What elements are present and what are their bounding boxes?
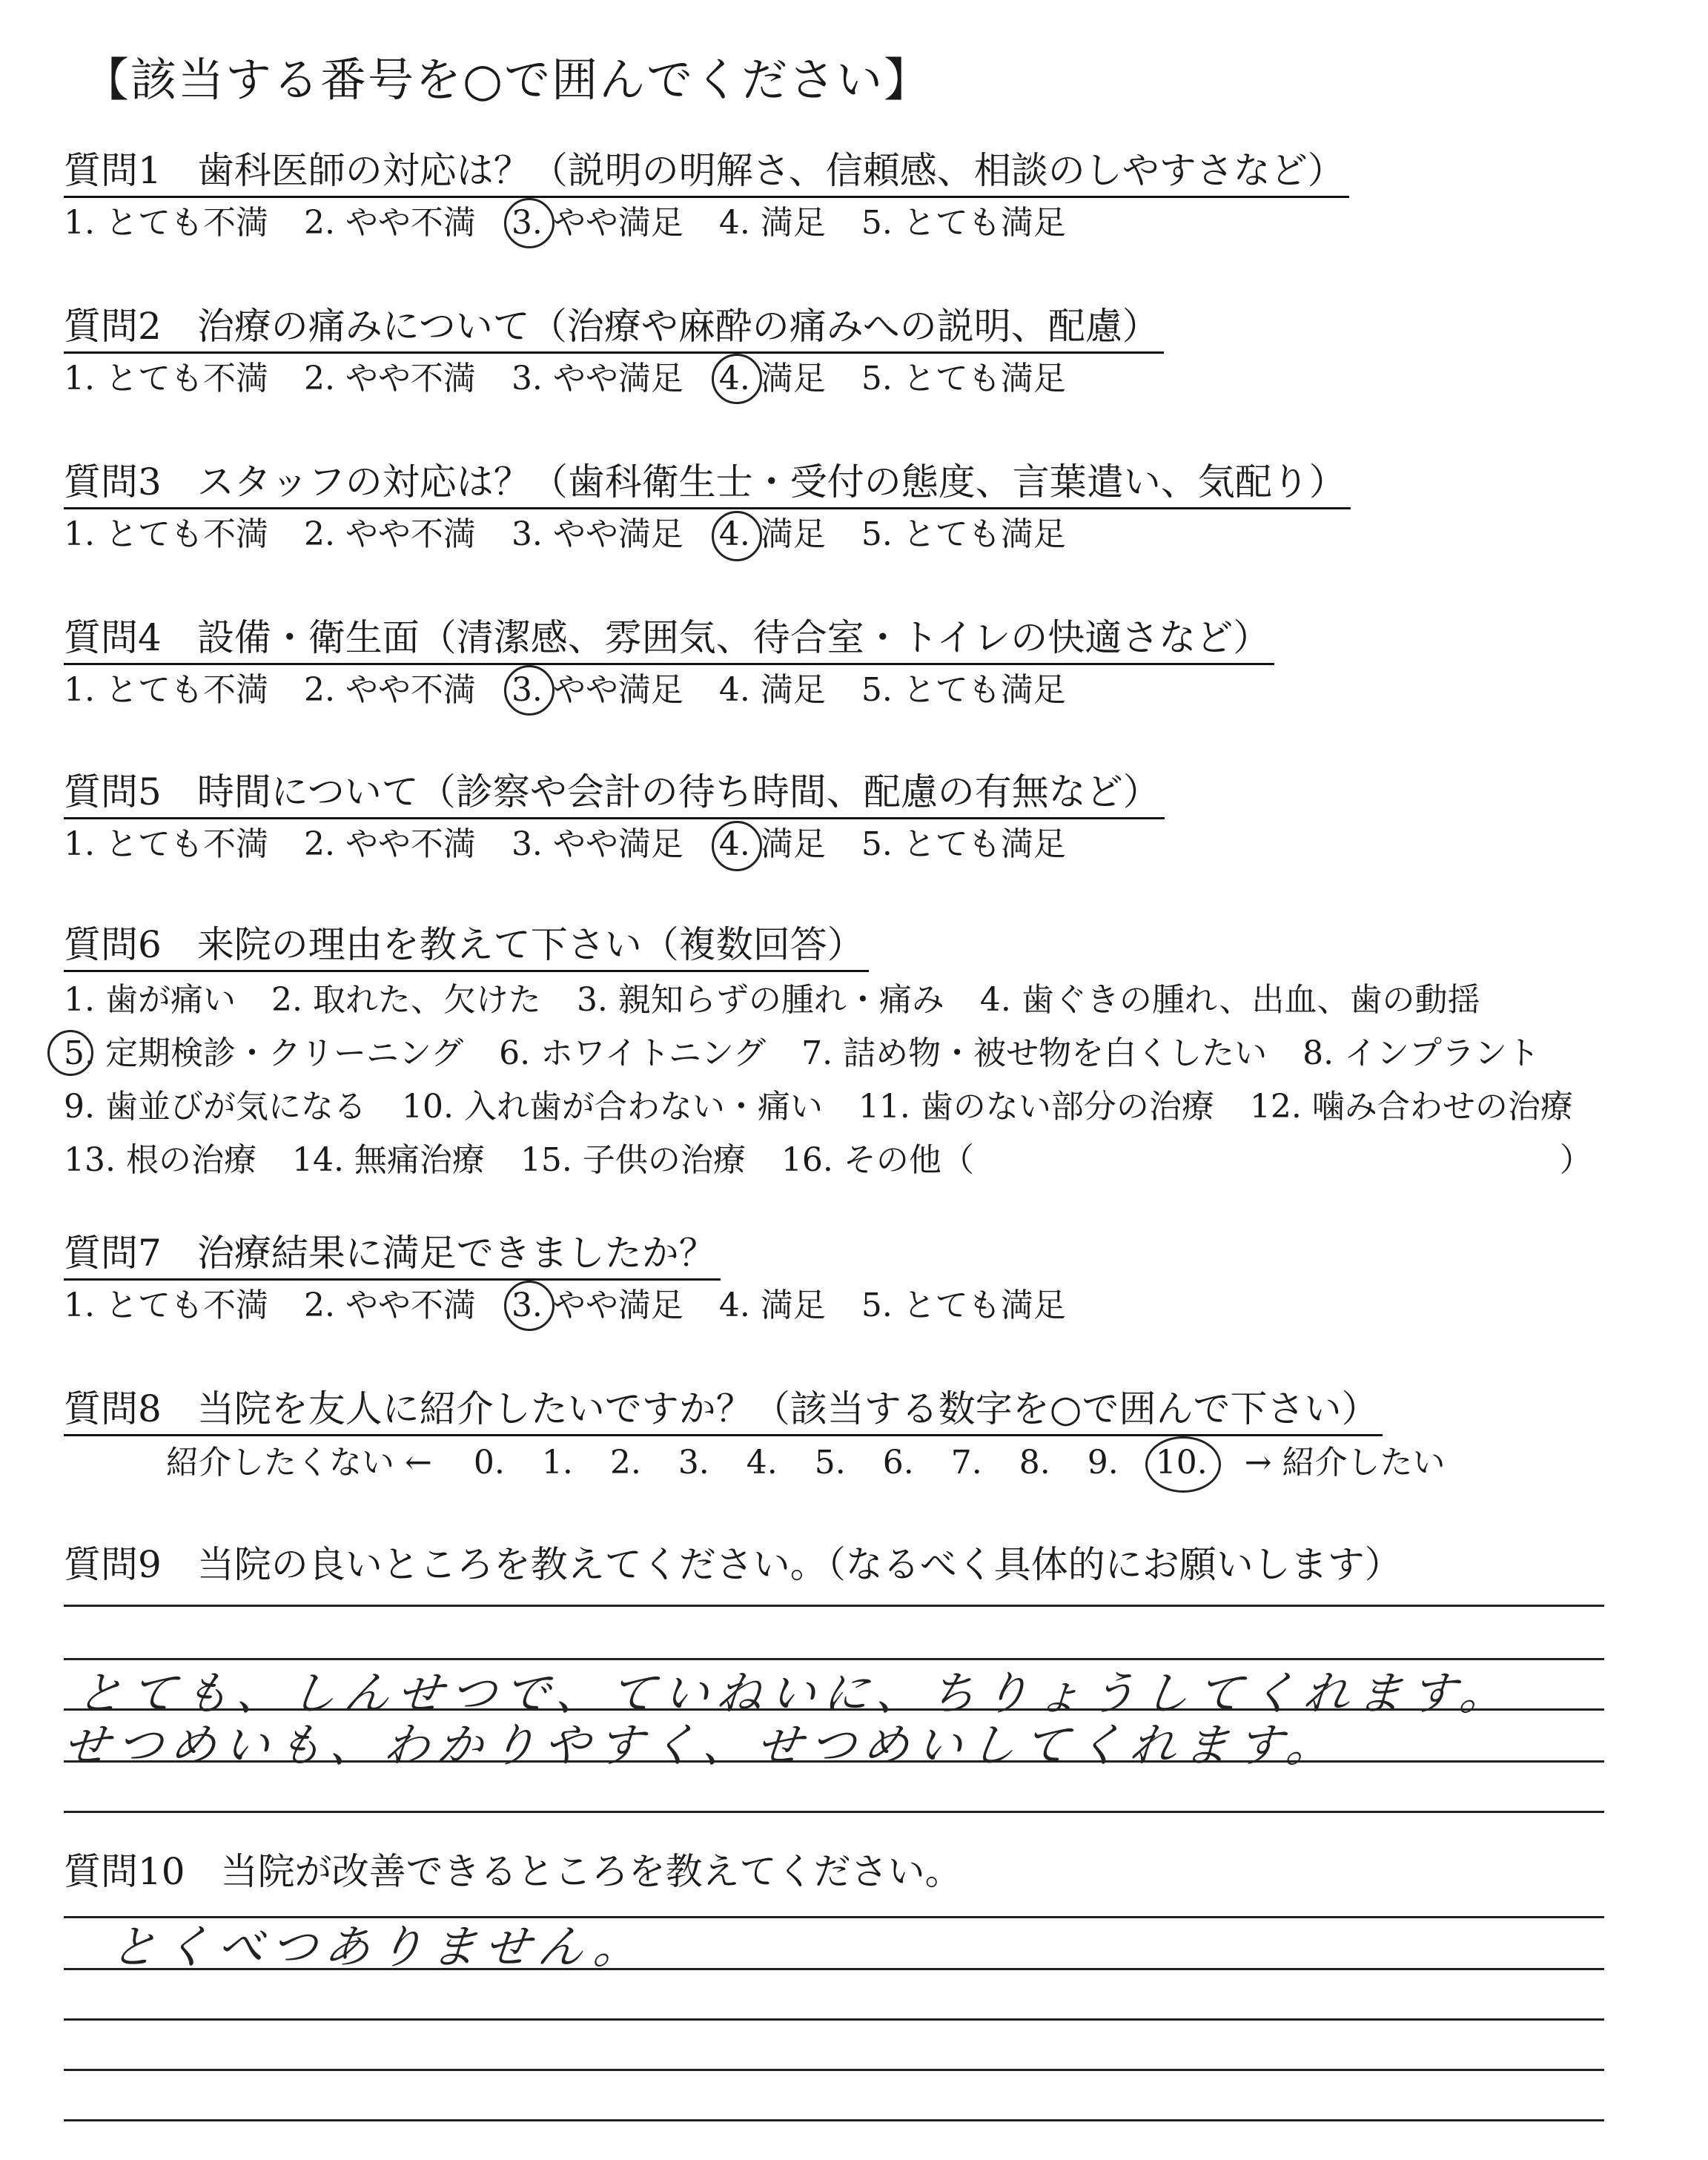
reason-10[interactable]: 10. 入れ歯が合わない・痛い: [401, 1088, 823, 1126]
form-title: 【該当する番号を○で囲んでください】: [83, 53, 932, 107]
handwritten-answer: せつめいも、わかりやすく、せつめいしてくれます。: [60, 1718, 1343, 1772]
option-4[interactable]: 4. 満足: [718, 671, 826, 709]
rating-options: [64, 512, 1351, 557]
rating-options: [64, 668, 1274, 713]
question-number: 質問3: [64, 460, 162, 503]
option-3[interactable]: 3. やや満足: [511, 825, 683, 863]
option-4[interactable]: 4. 満足: [718, 204, 826, 242]
scale-10[interactable]: [1156, 1441, 1208, 1485]
option-5[interactable]: 5. とても満足: [861, 671, 1066, 709]
question-text: スタッフの対応は？（歯科衛生士・受付の態度、言葉遣い、気配り）: [196, 460, 1346, 503]
option-label: 4. 満足: [718, 825, 826, 863]
answer-line: [64, 1811, 1604, 1813]
question-text: 当院が改善できるところを教えてください。: [220, 1850, 962, 1893]
recommend-scale: [166, 1441, 1483, 1485]
question-6: [64, 919, 1609, 1187]
other-field-close: ）: [1559, 1141, 1592, 1179]
question-text: 当院を友人に紹介したいですか？（該当する数字を○で囲んで下さい）: [196, 1387, 1379, 1430]
answer-line: [64, 2018, 1604, 2021]
reason-6[interactable]: 6. ホワイトニング: [499, 1034, 767, 1072]
reason-row: [64, 974, 1609, 1027]
question-text: 歯科医師の対応は？（説明の明解さ、信頼感、相談のしやすさなど）: [196, 149, 1345, 192]
question-text: 設備・衛生面（清潔感、雰囲気、待合室・トイレの快適さなど）: [196, 616, 1271, 659]
scale-6[interactable]: 6.: [882, 1444, 914, 1482]
scale-9[interactable]: 9.: [1087, 1444, 1119, 1482]
question-number: 質問6: [64, 923, 162, 966]
option-2[interactable]: 2. やや不満: [303, 825, 476, 863]
option-label: 5. 定期検診・クリーニング: [64, 1034, 464, 1072]
option-5[interactable]: 5. とても満足: [861, 1287, 1066, 1324]
scale-2[interactable]: 2.: [609, 1444, 641, 1482]
option-label: 10.: [1155, 1444, 1208, 1482]
option-label: 4. 満足: [718, 515, 826, 553]
option-1[interactable]: 1. とても不満: [64, 825, 268, 863]
question-text: 治療結果に満足できましたか？: [196, 1232, 716, 1275]
question-5: [64, 767, 1165, 867]
option-label: 3. やや満足: [511, 1287, 683, 1324]
scale-3[interactable]: 3.: [678, 1444, 709, 1482]
handwritten-answer: とても、しんせつで、ていねいに、ちりょうしてくれます。: [73, 1666, 1517, 1720]
option-1[interactable]: 1. とても不満: [64, 515, 268, 553]
option-3[interactable]: [512, 668, 683, 713]
reason-12[interactable]: 12. 噛み合わせの治療: [1249, 1088, 1573, 1126]
question-4: [64, 612, 1274, 713]
reason-14[interactable]: 14. 無痛治療: [291, 1141, 485, 1179]
reason-13[interactable]: 13. 根の治療: [64, 1141, 256, 1179]
reason-9[interactable]: 9. 歯並びが気になる: [64, 1088, 366, 1126]
option-1[interactable]: 1. とても不満: [64, 671, 268, 709]
reason-4[interactable]: 4. 歯ぐきの腫れ、出血、歯の動揺: [979, 981, 1480, 1019]
option-2[interactable]: 2. やや不満: [303, 1287, 476, 1324]
reason-options: [64, 974, 1609, 1187]
reason-8[interactable]: 8. インプラント: [1302, 1034, 1540, 1072]
question-number: 質問5: [64, 770, 162, 813]
question-number: 質問10: [64, 1850, 185, 1893]
reason-7[interactable]: 7. 詰め物・被せ物を白くしたい: [801, 1034, 1268, 1072]
scale-8[interactable]: 8.: [1019, 1444, 1050, 1482]
option-3[interactable]: 3. やや満足: [511, 360, 683, 397]
question-3: [64, 457, 1351, 557]
question-text: 治療の痛みについて（治療や麻酔の痛みへの説明、配慮）: [196, 305, 1159, 348]
option-5[interactable]: 5. とても満足: [861, 825, 1066, 863]
question-10: [64, 1846, 962, 1897]
option-label: 4. 満足: [718, 360, 826, 397]
scale-5[interactable]: 5.: [814, 1444, 846, 1482]
question-number: 質問9: [64, 1543, 162, 1586]
answer-line: [64, 2069, 1604, 2071]
reason-11[interactable]: 11. 歯のない部分の治療: [858, 1088, 1214, 1126]
option-2[interactable]: 2. やや不満: [303, 204, 476, 242]
option-2[interactable]: 2. やや不満: [303, 360, 476, 397]
question-number: 質問8: [64, 1387, 162, 1430]
reason-row: [64, 1027, 1609, 1080]
option-label: 3. やや満足: [511, 204, 683, 242]
reason-15[interactable]: 15. 子供の治療: [520, 1141, 746, 1179]
rating-options: [64, 1284, 1102, 1328]
reason-row: [64, 1134, 1609, 1187]
reason-row: [64, 1080, 1609, 1134]
question-7: [64, 1228, 1102, 1328]
option-5[interactable]: 5. とても満足: [861, 515, 1066, 553]
reason-5[interactable]: [64, 1027, 463, 1080]
option-2[interactable]: 2. やや不満: [303, 515, 476, 553]
option-label: 3. やや満足: [511, 671, 683, 709]
rating-options: [64, 357, 1164, 401]
question-8: [64, 1384, 1483, 1485]
option-4[interactable]: [719, 512, 826, 557]
scale-left-label: 紹介したくない ←: [166, 1444, 432, 1482]
answer-line: [64, 1605, 1604, 1607]
question-text: 当院の良いところを教えてください。（なるべく具体的にお願いします）: [196, 1543, 1402, 1586]
option-5[interactable]: 5. とても満足: [861, 360, 1066, 397]
option-5[interactable]: 5. とても満足: [861, 204, 1066, 242]
option-4[interactable]: 4. 満足: [718, 1287, 826, 1324]
reason-3[interactable]: 3. 親知らずの腫れ・痛み: [576, 981, 944, 1019]
option-1[interactable]: 1. とても不満: [64, 204, 268, 242]
option-3[interactable]: [512, 1284, 683, 1328]
question-2: [64, 301, 1164, 401]
scale-4[interactable]: 4.: [746, 1444, 778, 1482]
option-3[interactable]: [512, 201, 683, 245]
question-text: 時間について（診察や会計の待ち時間、配慮の有無など）: [196, 770, 1160, 813]
option-4[interactable]: [719, 357, 826, 401]
reason-2[interactable]: 2. 取れた、欠けた: [271, 981, 541, 1019]
question-1: [64, 145, 1349, 245]
option-1[interactable]: 1. とても不満: [64, 1287, 268, 1324]
handwritten-answer: とくべつありません。: [107, 1920, 651, 1974]
answer-line: [64, 2119, 1604, 2121]
rating-options: [64, 201, 1349, 245]
scale-1[interactable]: 1.: [541, 1444, 573, 1482]
option-3[interactable]: 3. やや満足: [511, 515, 683, 553]
question-9: [64, 1539, 1402, 1590]
scale-0[interactable]: 0.: [473, 1444, 505, 1482]
question-text: 来院の理由を教えて下さい（複数回答）: [196, 923, 864, 966]
option-4[interactable]: [719, 822, 826, 867]
question-number: 質問2: [64, 305, 162, 348]
option-2[interactable]: 2. やや不満: [303, 671, 476, 709]
rating-options: [64, 822, 1165, 867]
reason-16[interactable]: 16. その他（: [781, 1141, 974, 1179]
option-1[interactable]: 1. とても不満: [64, 360, 268, 397]
question-number: 質問1: [64, 149, 162, 192]
question-number: 質問4: [64, 616, 162, 659]
scale-7[interactable]: 7.: [950, 1444, 982, 1482]
question-number: 質問7: [64, 1232, 162, 1275]
scale-right-label: → 紹介したい: [1244, 1444, 1446, 1482]
reason-1[interactable]: 1. 歯が痛い: [64, 981, 236, 1019]
